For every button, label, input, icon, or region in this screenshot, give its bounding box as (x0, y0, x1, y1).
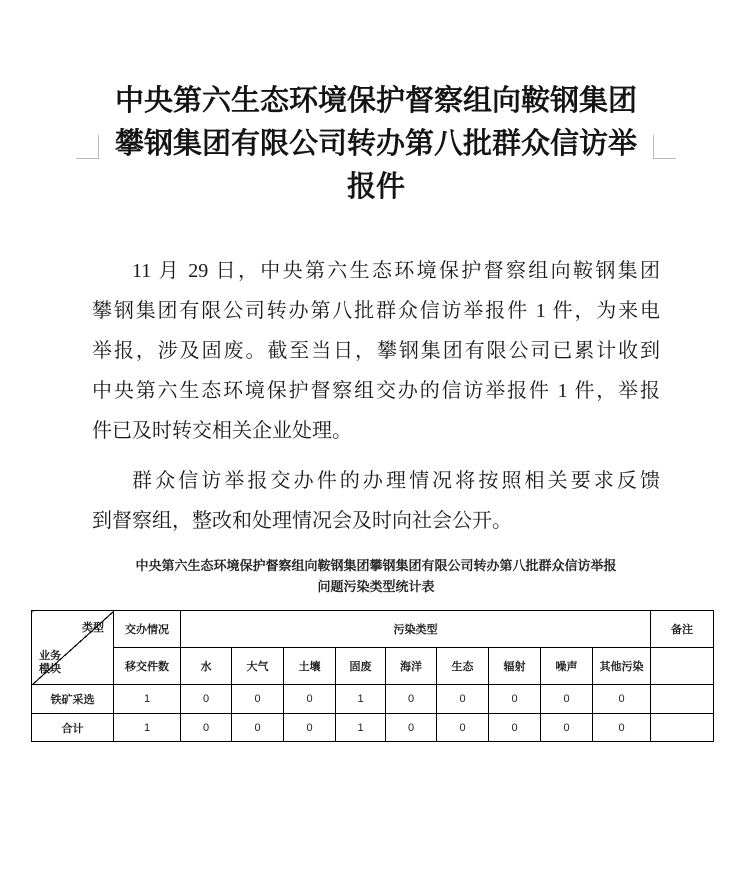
subheader-radiation: 辐射 (489, 648, 541, 685)
table-corner-cell (32, 611, 114, 685)
body-line: 举报，涉及固废。截至当日，攀钢集团有限公司已累计收到 (92, 340, 660, 362)
body-line: 群众信访举报交办件的办理情况将按照相关要求反馈 (132, 470, 660, 492)
header-transfer-group: 交办情况 (114, 611, 181, 648)
subheader-water: 水 (181, 648, 232, 685)
subheader-transfer-count: 移交件数 (114, 648, 181, 685)
cell-value: 0 (437, 685, 489, 714)
page-margin-mark-top-right-icon (653, 135, 676, 159)
subheader-soil: 土壤 (284, 648, 336, 685)
cell-value: 0 (593, 685, 651, 714)
cell-remark (651, 685, 714, 714)
cell-value: 0 (489, 714, 541, 742)
document-page (0, 80, 754, 873)
pollution-type-statistics-table (31, 610, 714, 742)
document-body (92, 251, 660, 541)
title-line: 攀钢集团有限公司转办第八批群众信访举 (114, 128, 637, 160)
paragraph-2 (92, 461, 660, 541)
cell-value: 1 (114, 714, 181, 742)
cell-value: 0 (232, 685, 284, 714)
table-row (32, 714, 714, 742)
subheader-air: 大气 (232, 648, 284, 685)
cell-value: 0 (386, 714, 437, 742)
subheader-solid-waste: 固废 (336, 648, 386, 685)
cell-value: 1 (336, 714, 386, 742)
cell-value: 0 (232, 714, 284, 742)
cell-value: 0 (284, 685, 336, 714)
subheader-other-pollution: 其他污染 (593, 648, 651, 685)
title-line: 报件 (346, 171, 405, 203)
cell-value: 0 (181, 685, 232, 714)
cell-value: 0 (593, 714, 651, 742)
header-remark: 备注 (651, 611, 714, 648)
corner-type-label: 类型 (82, 622, 104, 634)
page-margin-mark-top-left-icon (76, 135, 99, 159)
header-pollution-group: 污染类型 (181, 611, 651, 648)
body-line: 到督察组，整改和处理情况会及时向社会公开。 (92, 510, 512, 532)
subheader-noise: 噪声 (541, 648, 593, 685)
cell-value: 0 (541, 714, 593, 742)
corner-business-module-label: 业务 模块 (39, 650, 61, 675)
subheader-ocean: 海洋 (386, 648, 437, 685)
cell-value: 0 (284, 714, 336, 742)
remark-subheader-empty-cell (651, 648, 714, 685)
document-title (92, 80, 660, 209)
cell-value: 0 (541, 685, 593, 714)
title-line: 中央第六生态环境保护督察组向鞍钢集团 (114, 85, 637, 117)
cell-value: 0 (386, 685, 437, 714)
cell-value: 0 (181, 714, 232, 742)
body-line: 攀钢集团有限公司转办第八批群众信访举报件 1 件，为来电 (92, 300, 660, 322)
row-label-total: 合计 (32, 714, 114, 742)
cell-value: 1 (114, 685, 181, 714)
body-line: 件已及时转交相关企业处理。 (92, 420, 352, 442)
table-caption-line: 中央第六生态环境保护督察组向鞍钢集团攀钢集团有限公司转办第八批群众信访举报 (135, 558, 617, 573)
cell-value: 0 (489, 685, 541, 714)
cell-value: 0 (437, 714, 489, 742)
body-line: 11 月 29 日，中央第六生态环境保护督察组向鞍钢集团 (132, 260, 660, 282)
table-row (32, 685, 714, 714)
table-caption-line: 问题污染类型统计表 (317, 579, 435, 594)
subheader-ecology: 生态 (437, 648, 489, 685)
cell-value: 1 (336, 685, 386, 714)
table-caption (92, 555, 660, 597)
document-content (0, 80, 754, 597)
cell-remark (651, 714, 714, 742)
row-label-iron-ore-mining: 铁矿采选 (32, 685, 114, 714)
paragraph-1 (92, 251, 660, 451)
body-line: 中央第六生态环境保护督察组交办的信访举报件 1 件，举报 (92, 380, 660, 402)
